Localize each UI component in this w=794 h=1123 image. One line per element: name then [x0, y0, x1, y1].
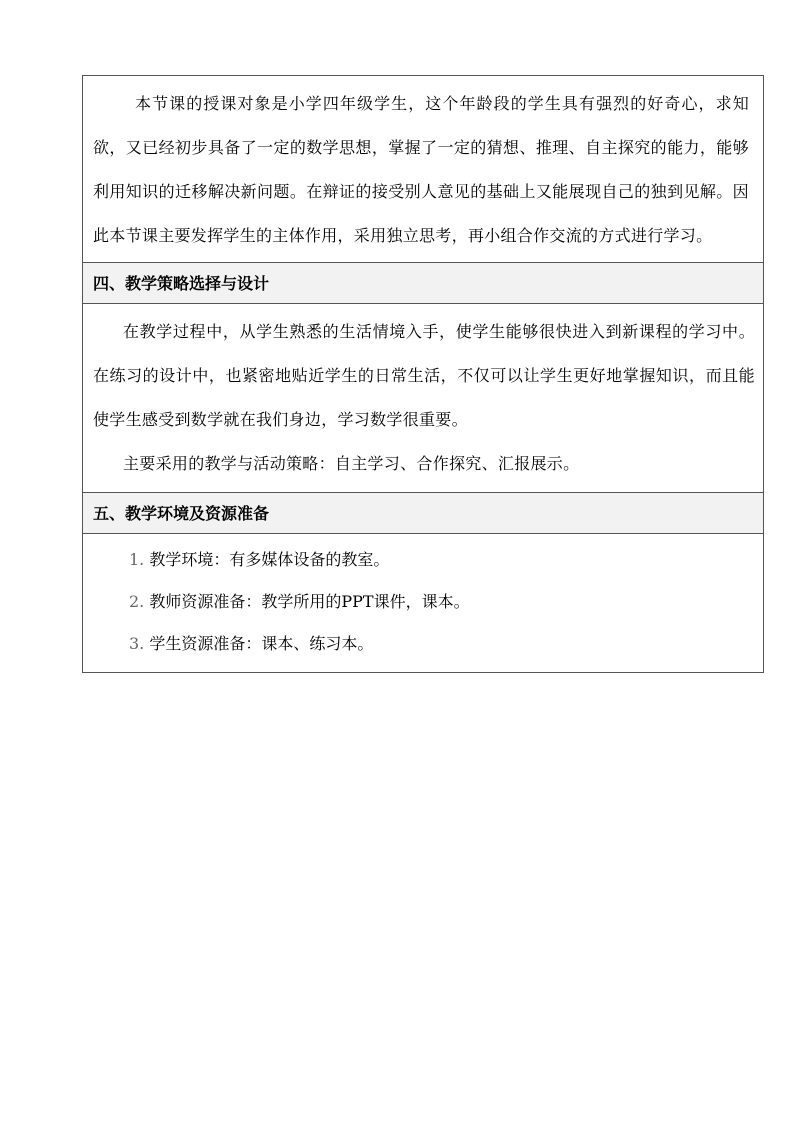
- item-text: 教师资源准备：教学所用的PPT课件，课本。: [149, 592, 470, 611]
- lesson-plan-table: [82, 75, 764, 673]
- list-item: [93, 581, 753, 623]
- strategy-summary: 主要采用的教学与活动策略：自主学习、合作探究、汇报展示。: [123, 454, 580, 473]
- list-item: [93, 539, 753, 581]
- item-number: 3.: [129, 634, 145, 653]
- strategy-cell: [83, 304, 763, 493]
- learner-analysis-cell: [83, 76, 763, 263]
- item-text: 教学环境：有多媒体设备的教室。: [149, 550, 390, 569]
- item-number: 2.: [129, 592, 145, 611]
- item-text: 学生资源准备：课本、练习本。: [149, 634, 374, 653]
- resources-cell: [83, 534, 763, 672]
- section4-heading: 四、教学策略选择与设计: [83, 263, 763, 304]
- section5-heading: 五、教学环境及资源准备: [83, 493, 763, 534]
- list-item: [93, 623, 753, 665]
- learner-analysis-paragraph: 本节课的授课对象是小学四年级学生，这个年龄段的学生具有强烈的好奇心，求知欲，又已经初步具备了一定的数学思想，掌握了一定的猜想、推理、自主探究的能力，能够利用知识的迁移解决新问题。在辩证的接受别人意见的基础上又能展现自己的独到见解。因此本节课主要发挥学生的主体作用，采用独立思考，再小组合作交流的方式进行学习。: [93, 94, 749, 245]
- item-number: 1.: [129, 550, 145, 569]
- strategy-paragraph: 在教学过程中，从学生熟悉的生活情境入手，使学生能够很快进入到新课程的学习中。在练习的设计中，也紧密地贴近学生的日常生活，不仅可以让学生更好地掌握知识，而且能使学生感受到数学就在我们身边，学习数学很重要。: [93, 322, 755, 429]
